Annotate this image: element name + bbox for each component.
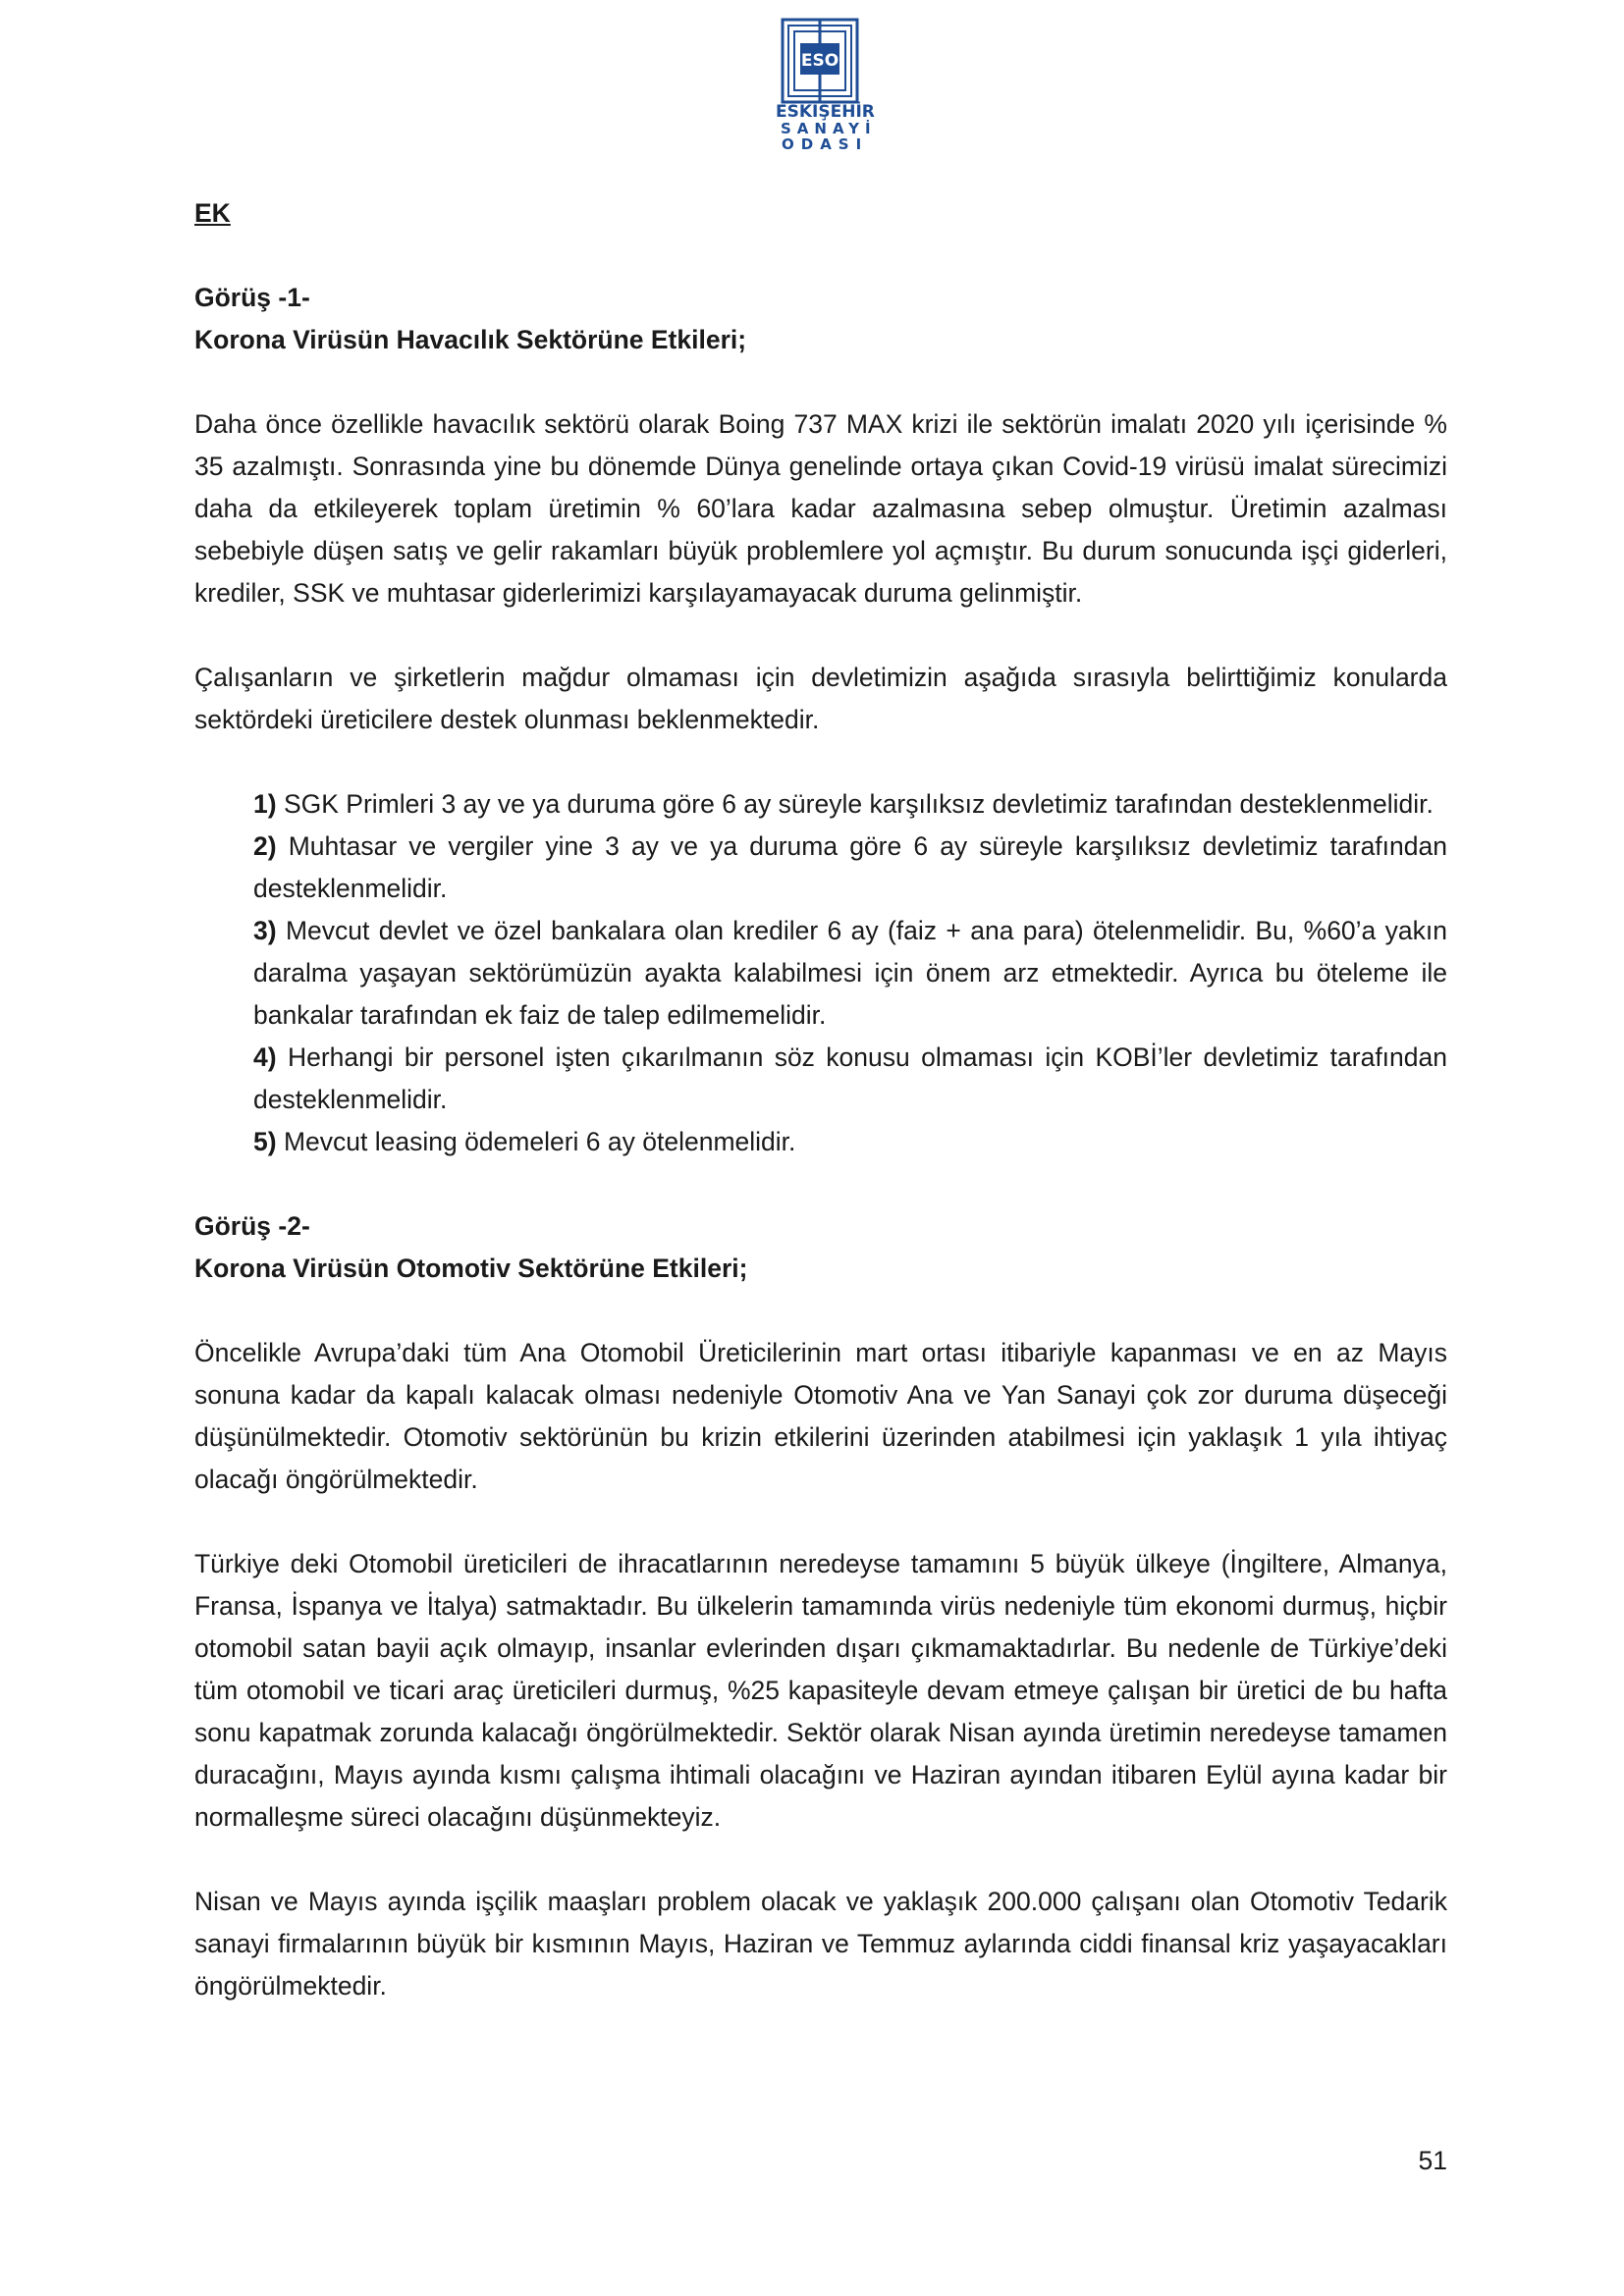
list-item-number: 5) xyxy=(253,1127,277,1156)
support-list xyxy=(194,783,1447,1163)
logo-wordmark xyxy=(776,102,877,153)
list-item-text: Muhtasar ve vergiler yine 3 ay ve ya duruma göre 6 ay süreyle karşılıksız devletimiz tarafından desteklenmelidir. xyxy=(253,831,1447,903)
section1-paragraph: Daha önce özellikle havacılık sektörü olarak Boing 737 MAX krizi ile sektörün imalatı 2020 yılı içerisinde % 35 azalmıştı. Sonrasında yine bu dönemde Dünya genelinde ortaya çıkan Covid-19 virüsü imalat sürecimizi daha da etkileyerek toplam üretimin % 60’lara kadar azalmasına sebep olmuştur. Üretimin azalması sebebiyle düşen satış ve gelir rakamları büyük problemlere yol açmıştır. Bu durum sonucunda işçi giderleri, krediler, SSK ve muhtasar giderlerimizi karşılayamayacak duruma gelinmiştir. xyxy=(194,409,1447,608)
list-item xyxy=(253,826,1447,910)
section2-heading: Görüş -2- xyxy=(194,1211,310,1241)
list-item xyxy=(253,910,1447,1037)
section1-subheading: Korona Virüsün Havacılık Sektörüne Etkileri; xyxy=(194,325,747,354)
list-item-text: Mevcut leasing ödemeleri 6 ay ötelenmelidir. xyxy=(283,1127,796,1156)
list-item-number: 4) xyxy=(253,1042,277,1072)
logo-line-2: SANAYİ xyxy=(781,119,877,137)
page-number: 51 xyxy=(1418,2146,1447,2175)
section1-paragraph: Çalışanların ve şirketlerin mağdur olmaması için devletimizin aşağıda sırasıyla belirttiğimiz konularda sektördeki üreticilere destek olunması beklenmektedir. xyxy=(194,663,1447,734)
list-item-number: 3) xyxy=(253,916,277,945)
list-item-text: SGK Primleri 3 ay ve ya duruma göre 6 ay süreyle karşılıksız devletimiz tarafından desteklenmelidir. xyxy=(283,789,1434,819)
section1-heading: Görüş -1- xyxy=(194,283,310,312)
section2-paragraph: Öncelikle Avrupa’daki tüm Ana Otomobil Üreticilerinin mart ortası itibariyle kapanması ve en az Mayıs sonuna kadar da kapalı kalacak olması nedeniyle Otomotiv Ana ve Yan Sanayi çok zor duruma düşeceği düşünülmektedir. Otomotiv sektörünün bu krizin etkilerini üzerinden atabilmesi için yaklaşık 1 yıla ihtiyaç olacağı öngörülmektedir. xyxy=(194,1338,1447,1494)
list-item xyxy=(253,1037,1447,1121)
document-body xyxy=(194,192,1447,2007)
eso-logo xyxy=(776,18,877,153)
list-item-number: 2) xyxy=(253,831,277,861)
annex-label: EK xyxy=(194,198,231,228)
logo-line-1: ESKİŞEHİR xyxy=(776,102,875,122)
list-item-text: Herhangi bir personel işten çıkarılmanın söz konusu olmaması için KOBİ’ler devletimiz tarafından desteklenmelidir. xyxy=(253,1042,1447,1114)
section2-paragraph: Nisan ve Mayıs ayında işçilik maaşları problem olacak ve yaklaşık 200.000 çalışanı olan Otomotiv Tedarik sanayi firmalarının büyük bir kısmının Mayıs, Haziran ve Temmuz aylarında ciddi finansal kriz yaşayacakları öngörülmektedir. xyxy=(194,1887,1447,2001)
list-item xyxy=(253,1121,1447,1163)
svg-text:ESO: ESO xyxy=(800,51,839,71)
section2-subheading: Korona Virüsün Otomotiv Sektörüne Etkileri; xyxy=(194,1254,748,1283)
list-item-text: Mevcut devlet ve özel bankalara olan krediler 6 ay (faiz + ana para) ötelenmelidir. Bu, %60’a yakın daralma yaşayan sektörümüzün ayakta kalabilmesi için önem arz etmektedir. Ayrıca bu öteleme ile bankalar tarafından ek faiz de talep edilmemelidir. xyxy=(253,916,1447,1030)
list-item-number: 1) xyxy=(253,789,277,819)
list-item xyxy=(253,783,1447,826)
eso-emblem-icon xyxy=(781,18,859,104)
section2-paragraph: Türkiye deki Otomobil üreticileri de ihracatlarının neredeyse tamamını 5 büyük ülkeye (İngiltere, Almanya, Fransa, İspanya ve İtalya) satmaktadır. Bu ülkelerin tamamında virüs nedeniyle tüm ekonomi durmuş, hiçbir otomobil satan bayii açık olmayıp, insanlar evlerinden dışarı çıkmamaktadırlar. Bu nedenle de Türkiye’deki tüm otomobil ve ticari araç üreticileri durmuş, %25 kapasiteyle devam etmeye çalışan bir üretici de bu hafta sonu kapatmak zorunda kalacağı öngörülmektedir. Sektör olarak Nisan ayında üretimin neredeyse tamamen duracağını, Mayıs ayında kısmı çalışma ihtimali olacağını ve Haziran ayından itibaren Eylül ayına kadar bir normalleşme süreci olacağını düşünmekteyiz. xyxy=(194,1549,1447,1832)
logo-line-3: ODASI xyxy=(782,134,869,153)
